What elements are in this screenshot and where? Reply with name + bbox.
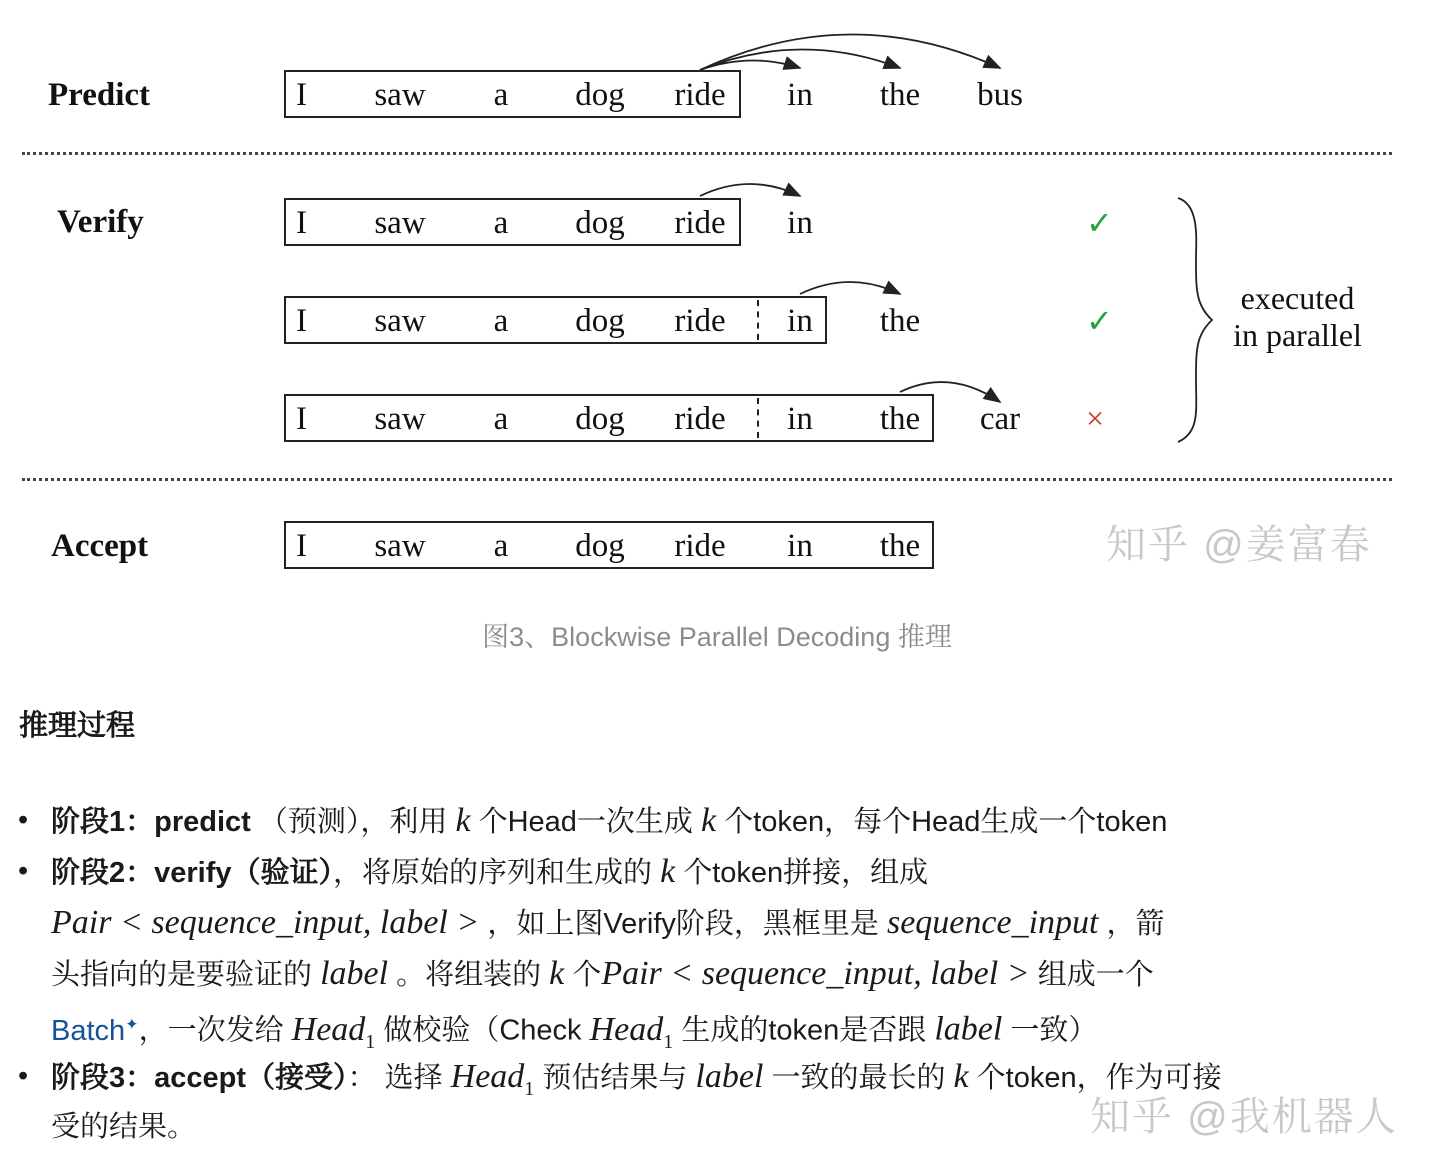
text-line <box>51 1102 196 1153</box>
token: ride <box>674 77 726 113</box>
link-batch[interactable]: Batch✦ <box>51 1014 139 1047</box>
token: I <box>296 401 307 437</box>
math: k <box>549 955 565 992</box>
text-line <box>51 897 1165 950</box>
text: 个 <box>564 959 602 991</box>
token: the <box>879 303 921 339</box>
token: dog <box>575 401 625 437</box>
text: 阶段1：predict <box>51 806 251 838</box>
check-icon: ✓ <box>1086 303 1113 339</box>
math: sequence_input <box>886 904 1099 941</box>
math: k <box>660 853 676 890</box>
text: 阶段3：accept（接受） <box>51 1062 348 1094</box>
text-line <box>51 1051 1222 1115</box>
token: in <box>787 401 813 437</box>
token: I <box>296 528 307 564</box>
token: the <box>879 77 921 113</box>
token: dog <box>575 77 625 113</box>
math: Pair < sequence_input, label > <box>601 955 1030 992</box>
token: in <box>787 77 813 113</box>
arrow <box>900 382 1000 402</box>
text: 一致的最长的 <box>763 1062 954 1094</box>
math: Head$_1$ <box>450 1058 535 1100</box>
arrow <box>700 34 1000 70</box>
bullet-icon: • <box>18 804 29 836</box>
token: saw <box>374 303 426 339</box>
text-line <box>51 846 928 899</box>
arrow <box>700 49 900 70</box>
brace-label: in parallel <box>1233 317 1362 353</box>
text: 头指向的是要验证的 <box>51 959 321 991</box>
arrow <box>700 184 800 196</box>
text: 预估结果与 <box>534 1062 696 1094</box>
math: label <box>934 1010 1003 1048</box>
brace-label: executed <box>1240 280 1355 316</box>
text: 生成的token是否跟 <box>673 1014 935 1047</box>
token: in <box>787 205 813 241</box>
text: 组成一个 <box>1029 959 1154 991</box>
token: the <box>879 528 921 564</box>
text: 阶段2：verify（验证） <box>51 857 334 889</box>
math: label <box>695 1058 764 1095</box>
math: k <box>455 802 471 839</box>
token: I <box>296 303 307 339</box>
section-title: 推理过程 <box>19 710 136 742</box>
token: ride <box>674 528 726 564</box>
token: saw <box>374 528 426 564</box>
math: Head$_1$ <box>291 1010 376 1053</box>
text: ，将原始的序列和生成的 <box>333 857 661 889</box>
bullet-icon: • <box>18 855 29 887</box>
math: Pair < sequence_input, label > <box>51 904 480 941</box>
cross-icon: × <box>1086 400 1105 436</box>
token: saw <box>374 77 426 113</box>
text: ，如上图Verify阶段，黑框里是 <box>479 908 887 940</box>
math: k <box>701 802 717 839</box>
token: ride <box>674 205 726 241</box>
math: Head$_1$ <box>589 1010 674 1053</box>
token: a <box>493 77 509 113</box>
stage-label-verify: Verify <box>57 204 144 240</box>
token: a <box>493 528 509 564</box>
token: in <box>787 528 813 564</box>
token: dog <box>575 303 625 339</box>
token: dog <box>575 528 625 564</box>
token: ride <box>674 401 726 437</box>
bullet-icon: • <box>18 1060 29 1092</box>
text: （预测），利用 <box>250 806 456 838</box>
text: ，一次发给 <box>138 1014 292 1047</box>
text: 个Head一次生成 <box>470 806 701 838</box>
text: 一致） <box>1002 1014 1098 1047</box>
token: a <box>493 401 509 437</box>
token: the <box>879 401 921 437</box>
watermark: 知乎 @姜富春 <box>1106 523 1372 567</box>
text: 受的结果。 <box>51 1111 197 1143</box>
token: dog <box>575 205 625 241</box>
math: k <box>953 1058 969 1095</box>
stage-label-predict: Predict <box>48 77 151 113</box>
token: bus <box>977 77 1023 113</box>
text: 个token拼接，组成 <box>675 857 929 889</box>
brace <box>1178 198 1212 442</box>
token: a <box>493 303 509 339</box>
token: ride <box>674 303 726 339</box>
watermark: 知乎 @我机器人 <box>1090 1095 1398 1139</box>
token: a <box>493 205 509 241</box>
token: I <box>296 77 307 113</box>
figure-caption: 图3、Blockwise Parallel Decoding 推理 <box>482 622 952 652</box>
arrow <box>800 282 900 294</box>
token: saw <box>374 205 426 241</box>
math: label <box>320 955 389 992</box>
stage-label-accept: Accept <box>51 528 149 564</box>
text-line <box>51 795 1167 848</box>
text: 个token，每个Head生成一个token <box>716 806 1168 838</box>
text: ，箭 <box>1098 908 1165 940</box>
text: 个token，作为可接 <box>968 1062 1222 1094</box>
token: I <box>296 205 307 241</box>
text-line <box>51 948 1154 1001</box>
text: ： 选择 <box>347 1062 451 1094</box>
token: car <box>979 401 1021 437</box>
text: 。将组装的 <box>388 959 550 991</box>
text: 做校验（Check <box>375 1014 590 1047</box>
token: saw <box>374 401 426 437</box>
check-icon: ✓ <box>1086 205 1113 241</box>
token: in <box>787 303 813 339</box>
